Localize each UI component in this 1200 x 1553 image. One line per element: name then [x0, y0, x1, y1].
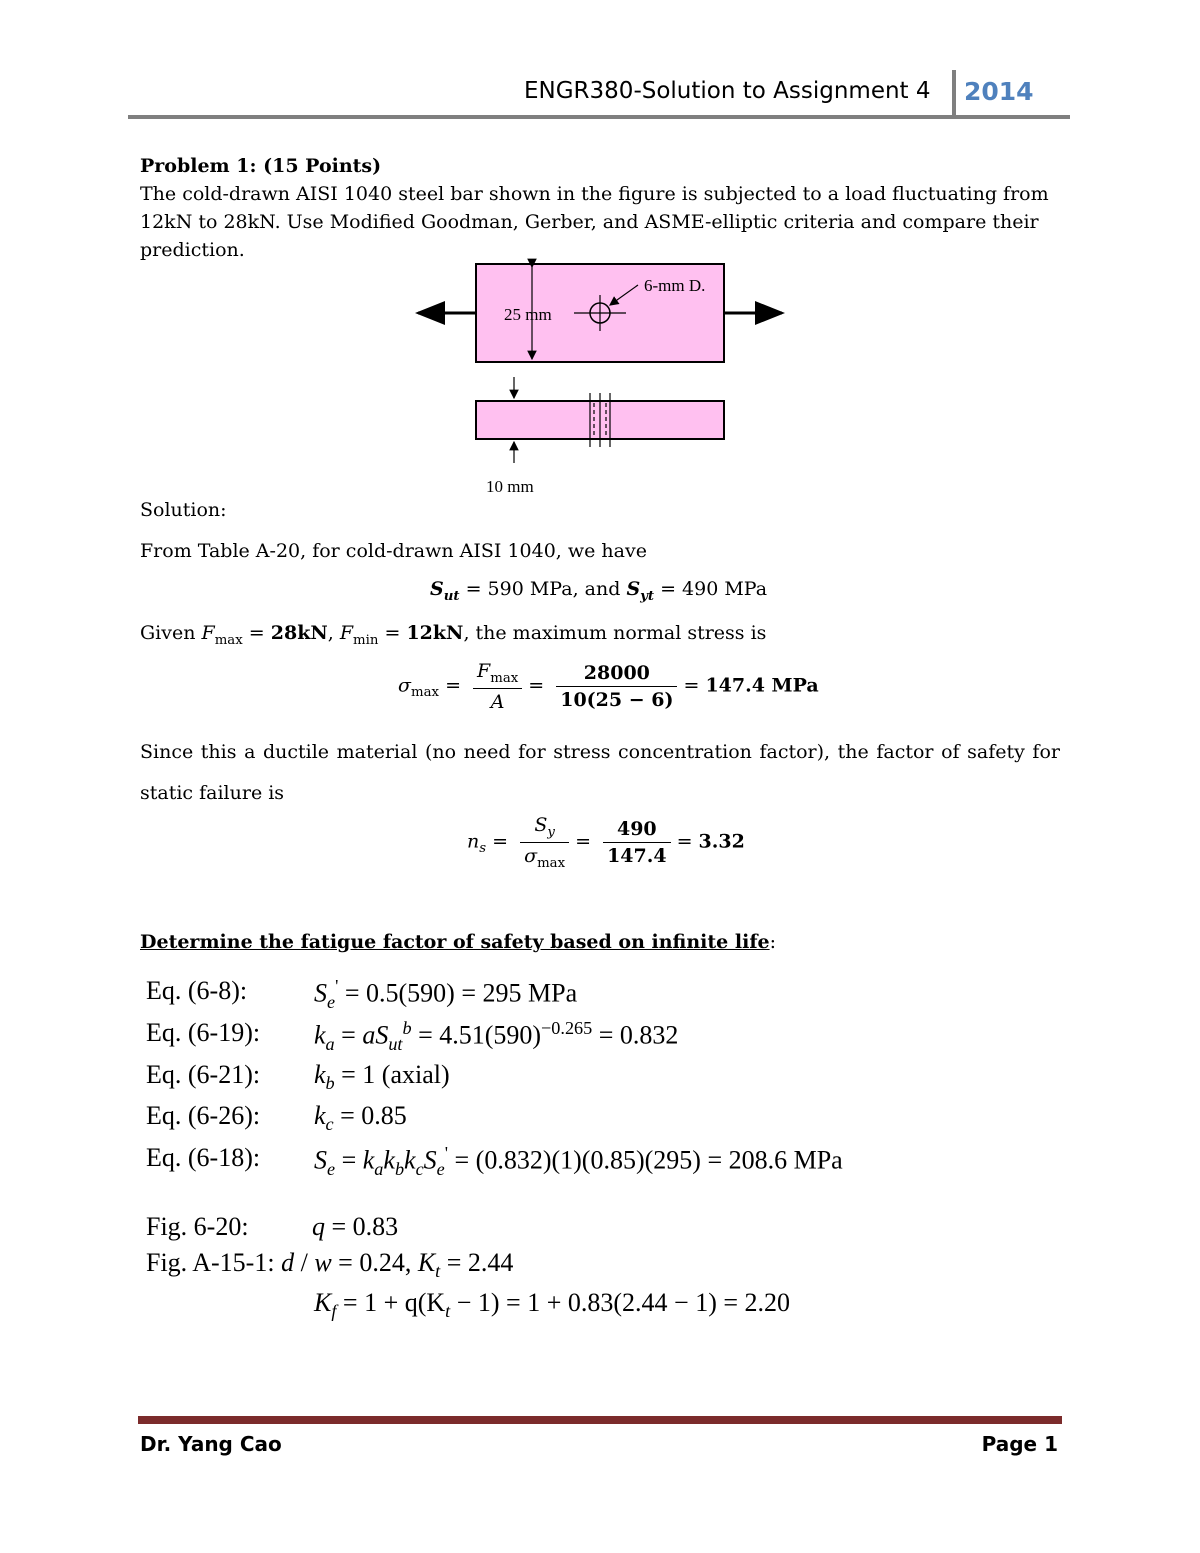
footer-author: Dr. Yang Cao	[140, 1432, 282, 1456]
footer-page: Page 1	[981, 1432, 1058, 1456]
hole-label: 6-mm D.	[644, 276, 706, 295]
table-reference: From Table A-20, for cold-drawn AISI 1040, we have	[140, 540, 647, 562]
eq-6-19: Eq. (6-19): $k_a = aS_{ut}^b = 4.51(590)^{-0.265} = 0.832$	[146, 1018, 679, 1054]
eq-6-26: Eq. (6-26): $k_c = 0.85$	[146, 1101, 407, 1135]
footer-rule	[138, 1416, 1062, 1424]
given-loads: Given $F_{max} = 28kN$, $F_{min} = 12kN$, the maximum normal stress is	[140, 622, 767, 648]
static-safety-equation: $n_s$ = $\frac{S_y}{\sigma_{max}}$ = $\frac{490}{147.4}$ = 3.32	[467, 814, 745, 871]
header-year: 2014	[964, 77, 1034, 106]
strength-values: $S_{ut} = 590$ MPa, and $S_{yt} = 490$ MPa	[430, 578, 768, 604]
eq-6-18: Eq. (6-18): $S_e = k_ak_bk_cS_e' = (0.832)(1)(0.85)(295) = 208.6$ MPa	[146, 1143, 843, 1179]
problem-heading: Problem 1: (15 Points)	[140, 155, 382, 177]
fig-a-15-1: Fig. A-15-1: d / w = 0.24, $K_t = 2.44$	[146, 1248, 514, 1282]
header-divider	[952, 70, 956, 116]
fatigue-heading: Determine the fatigue factor of safety based on infinite life:	[140, 931, 776, 953]
width-label: 25 mm	[504, 305, 552, 324]
header-rule	[128, 115, 1070, 119]
problem-statement: The cold-drawn AISI 1040 steel bar shown in the figure is subjected to a load fluctuating from 12kN to 28kN. Use Modified Goodman, Gerber, and ASME-elliptic criteria and compare their prediction.	[140, 183, 1049, 261]
eq-6-21: Eq. (6-21): $k_b = 1$ (axial)	[146, 1060, 450, 1094]
solution-label: Solution:	[140, 499, 227, 521]
ductile-text: Since this a ductile material (no need for stress concentration factor), the factor of safety for static failure is	[140, 741, 1060, 804]
steel-bar-figure	[410, 255, 800, 500]
header-title: ENGR380-Solution to Assignment 4	[524, 78, 931, 104]
thickness-label: 10 mm	[486, 477, 534, 496]
max-stress-equation: $\sigma_{max}$ = $\frac{F_{max}}{A}$ = $\frac{28000}{10(25 - 6)}$ = 147.4 MPa	[398, 660, 819, 713]
fig-6-20: Fig. 6-20: q = 0.83	[146, 1212, 399, 1241]
kf-equation: $K_f = 1 + q(K_t - 1) = 1 + 0.83(2.44 - 1) = 2.20$	[314, 1288, 791, 1322]
eq-6-8: Eq. (6-8): $S_e' = 0.5(590) = 295$ MPa	[146, 976, 578, 1012]
